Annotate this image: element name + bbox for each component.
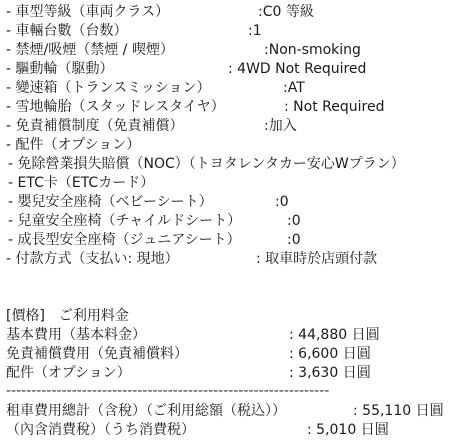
- price-label: 配件（オプション）: [6, 365, 131, 381]
- spec-label: - 配件（オプション）: [6, 137, 141, 153]
- spec-value: :0: [287, 232, 301, 248]
- spec-label: - ETC卡（ETCカード）: [8, 175, 155, 191]
- spec-label: - 免除營業損失賠償（NOC）（トヨタレンタカー安心Wプラン）: [8, 156, 405, 172]
- spec-value: :0: [275, 194, 289, 210]
- spec-value: :C0 等級: [258, 4, 314, 20]
- spec-label: - 禁煙/吸煙（禁煙 / 喫煙）: [6, 42, 174, 58]
- price-value: : 3,630 日圓: [289, 365, 371, 381]
- spec-label: - 驅動輪（駆動）: [6, 61, 114, 77]
- price-label: 免責補償費用（免責補償料）: [6, 346, 188, 362]
- price-value: : 44,880 日圓: [289, 327, 380, 343]
- spec-value: :AT: [283, 80, 305, 96]
- spec-value: :加入: [264, 118, 297, 134]
- spec-value: : 4WD Not Required: [228, 61, 367, 77]
- spec-value: : 取車時於店頭付款: [256, 251, 378, 267]
- spec-label: - 車輛台數（台数）: [6, 23, 128, 39]
- price-title: [價格] ご利用料金: [6, 308, 129, 324]
- tax-value: : 5,010 日圓: [307, 422, 389, 438]
- spec-label: - 雪地輪胎（スタッドレスタイヤ）: [6, 99, 225, 115]
- spec-value: :Non-smoking: [264, 42, 361, 58]
- total-label: 租車費用總計（含稅）（ご利用総額（税込））: [6, 403, 286, 419]
- divider-line: ----------------------------------------------------------------: [6, 383, 330, 399]
- spec-label: - 成長型安全座椅（ジュニアシート）: [8, 232, 241, 248]
- total-value: : 55,110 日圓: [353, 403, 444, 419]
- spec-label: - 變速箱（トランスミッション）: [6, 80, 211, 96]
- tax-label: （內含消費稅）（うち消費税）: [6, 422, 195, 438]
- spec-value: : Not Required: [284, 99, 385, 115]
- price-value: : 6,600 日圓: [289, 346, 371, 362]
- spec-value: :0: [287, 213, 301, 229]
- spec-label: - 付款方式（支払い: 現地）: [6, 251, 179, 267]
- spec-value: :1: [248, 23, 262, 39]
- spec-label: - 免責補償制度（免責補償）: [6, 118, 184, 134]
- spec-label: - 嬰兒安全座椅（ベビーシート）: [8, 194, 213, 210]
- spec-label: - 車型等級（車両クラス）: [6, 4, 170, 20]
- spec-label: - 兒童安全座椅（チャイルドシート）: [8, 213, 242, 229]
- price-label: 基本費用（基本料金）: [6, 327, 146, 343]
